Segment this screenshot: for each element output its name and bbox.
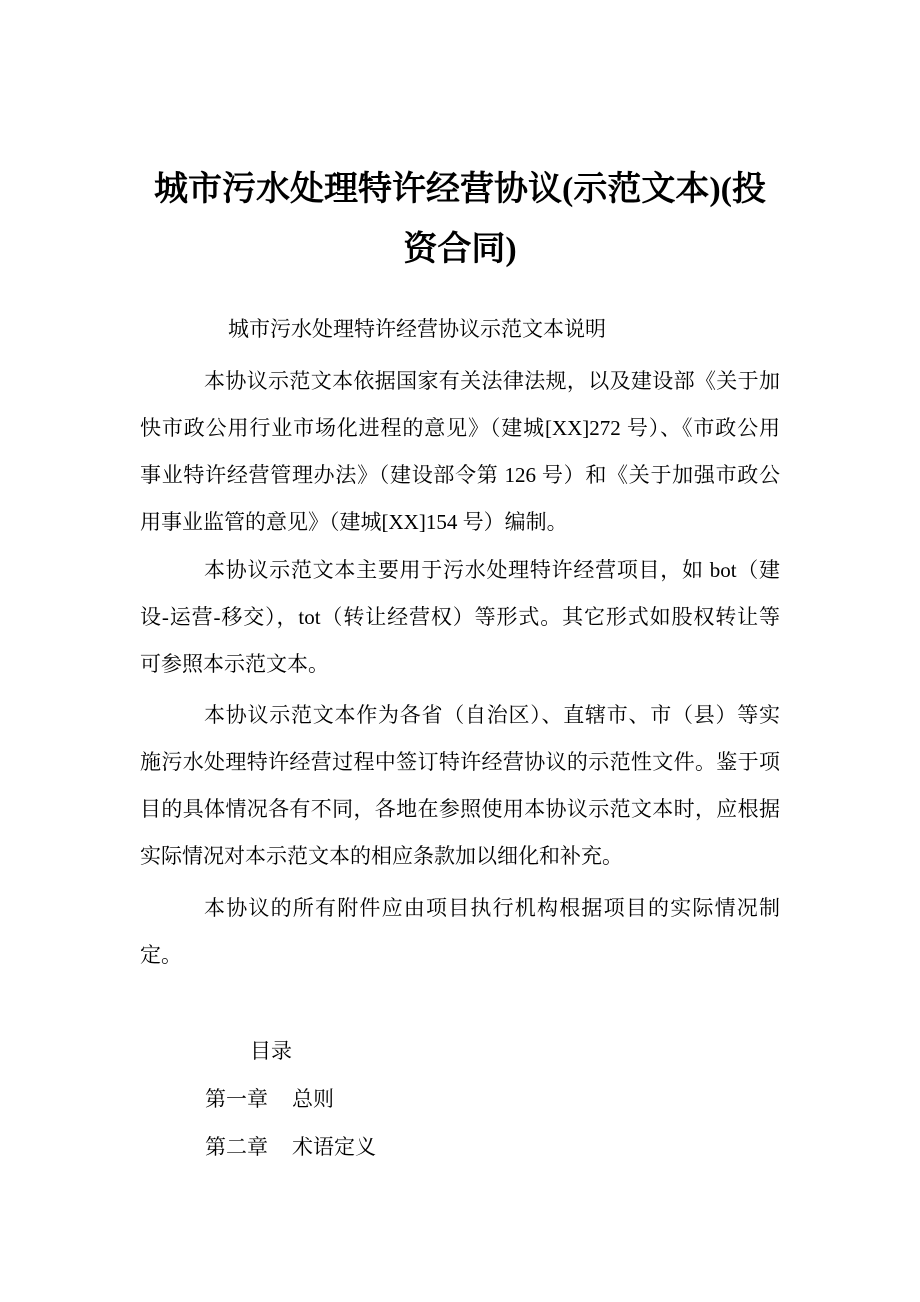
text-line: 本协议示范文本主要用于污水处理特许经营项目，如 bot（建 (204, 558, 780, 582)
text-line: 设-运营-移交），tot（转让经营权）等形式。其它形式如股权转让等 (140, 605, 780, 629)
text-line: 可参照本示范文本。 (140, 652, 329, 676)
toc-chapter: 第一章 (205, 1087, 268, 1111)
paragraph-3 (140, 700, 780, 888)
toc-chapter-name: 总则 (292, 1087, 334, 1111)
text-line: 施污水处理特许经营过程中签订特许经营协议的示范性文件。鉴于项 (140, 750, 780, 774)
text-line: 实际情况对本示范文本的相应条款加以细化和补充。 (140, 844, 623, 868)
text-line: 本协议的所有附件应由项目执行机构根据项目的实际情况制 (204, 896, 780, 920)
text-line: 用事业监管的意见》（建城[XX]154 号）编制。 (140, 510, 568, 534)
toc-chapter-name: 术语定义 (292, 1135, 376, 1159)
paragraph-4 (140, 893, 780, 987)
title-line-1: 城市污水处理特许经营协议(示范文本)(投 (154, 171, 766, 208)
toc-heading: 目录 (250, 1039, 292, 1063)
toc-chapter: 第二章 (205, 1135, 268, 1159)
document-title (140, 160, 780, 280)
text-line: 目的具体情况各有不同，各地在参照使用本协议示范文本时，应根据 (140, 797, 780, 821)
subtitle: 城市污水处理特许经营协议示范文本说明 (228, 317, 606, 341)
text-line: 本协议示范文本作为各省（自治区）、直辖市、市（县）等实 (204, 703, 780, 727)
paragraph-1 (140, 366, 780, 554)
toc-item[interactable] (205, 1084, 334, 1114)
text-line: 快市政公用行业市场化进程的意见》（建城[XX]272 号）、《市政公用 (140, 416, 780, 440)
text-line: 事业特许经营管理办法》（建设部令第 126 号）和《关于加强市政公 (140, 463, 780, 487)
text-line: 本协议示范文本依据国家有关法律法规，以及建设部《关于加 (204, 369, 780, 393)
toc-item[interactable] (205, 1132, 376, 1162)
title-line-2: 资合同) (403, 231, 517, 268)
paragraph-2 (140, 555, 780, 696)
text-line: 定。 (140, 943, 182, 967)
